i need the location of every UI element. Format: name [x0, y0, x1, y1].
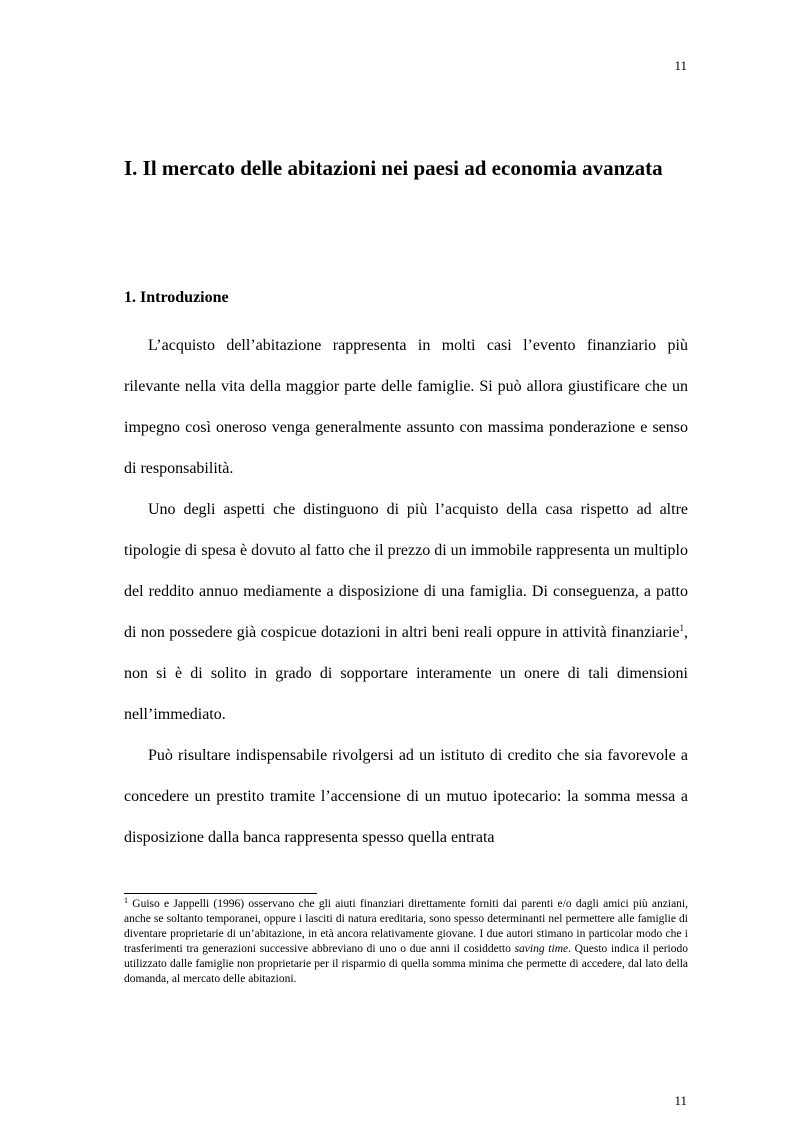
paragraph-2-text-before: Uno degli aspetti che distinguono di più l’acquisto della casa rispetto ad altre tipologie di spesa è dovuto al fatto che il prezzo di un immobile rappresenta un multiplo del reddito annuo mediamente a disposizione di una famiglia. Di conseguenza, a patto di non possedere già cospicue dotazioni in altri beni reali oppure in attività finanziarie: [124, 501, 688, 641]
footnote-separator: [124, 893, 317, 894]
page-number-bottom: 11: [674, 1093, 687, 1108]
body-text: [124, 325, 688, 858]
chapter-title: I. Il mercato delle abitazioni nei paesi ad economia avanzata: [124, 156, 663, 180]
page-number-top: 11: [674, 58, 687, 73]
footnote: [124, 897, 688, 987]
footnote-text-after: . Questo indica il periodo utilizzato dalle famiglie non proprietarie per il risparmio di quella somma minima che permette di accedere, dal lato della domanda, al mercato delle abitazioni.: [124, 943, 688, 985]
footnote-marker: 1: [124, 896, 128, 905]
footnote-emphasis: saving time: [514, 943, 569, 955]
footnote-reference[interactable]: 1: [679, 623, 684, 633]
paragraph-2-text-after: , non si è di solito in grado di sopportare interamente un onere di tali dimensioni nell’immediato.: [124, 624, 688, 723]
section-title: 1. Introduzione: [124, 289, 229, 306]
paragraph-2: [124, 489, 688, 735]
footnote-text-before: Guiso e Jappelli (1996) osservano che gli aiuti finanziari direttamente forniti dai parenti e/o dagli amici più anziani, anche se soltanto temporanei, oppure i lasciti di natura ereditaria, sono spesso determinanti nel permettere alle famiglie di diventare proprietarie di un’abitazione, in età ancora relativamente giovane. I due autori stimano in particolar modo che i trasferimenti tra generazioni successive abbreviano di uno o due anni il cosiddetto: [124, 898, 688, 955]
paragraph-1: L’acquisto dell’abitazione rappresenta in molti casi l’evento finanziario più rilevante nella vita della maggior parte delle famiglie. Si può allora giustificare che un impegno così oneroso venga generalmente assunto con massima ponderazione e senso di responsabilità.: [124, 337, 688, 477]
paragraph-3: Può risultare indispensabile rivolgersi ad un istituto di credito che sia favorevole a concedere un prestito tramite l’accensione di un mutuo ipotecario: la somma messa a disposizione dalla banca rappresenta spesso quella entrata: [124, 747, 688, 846]
